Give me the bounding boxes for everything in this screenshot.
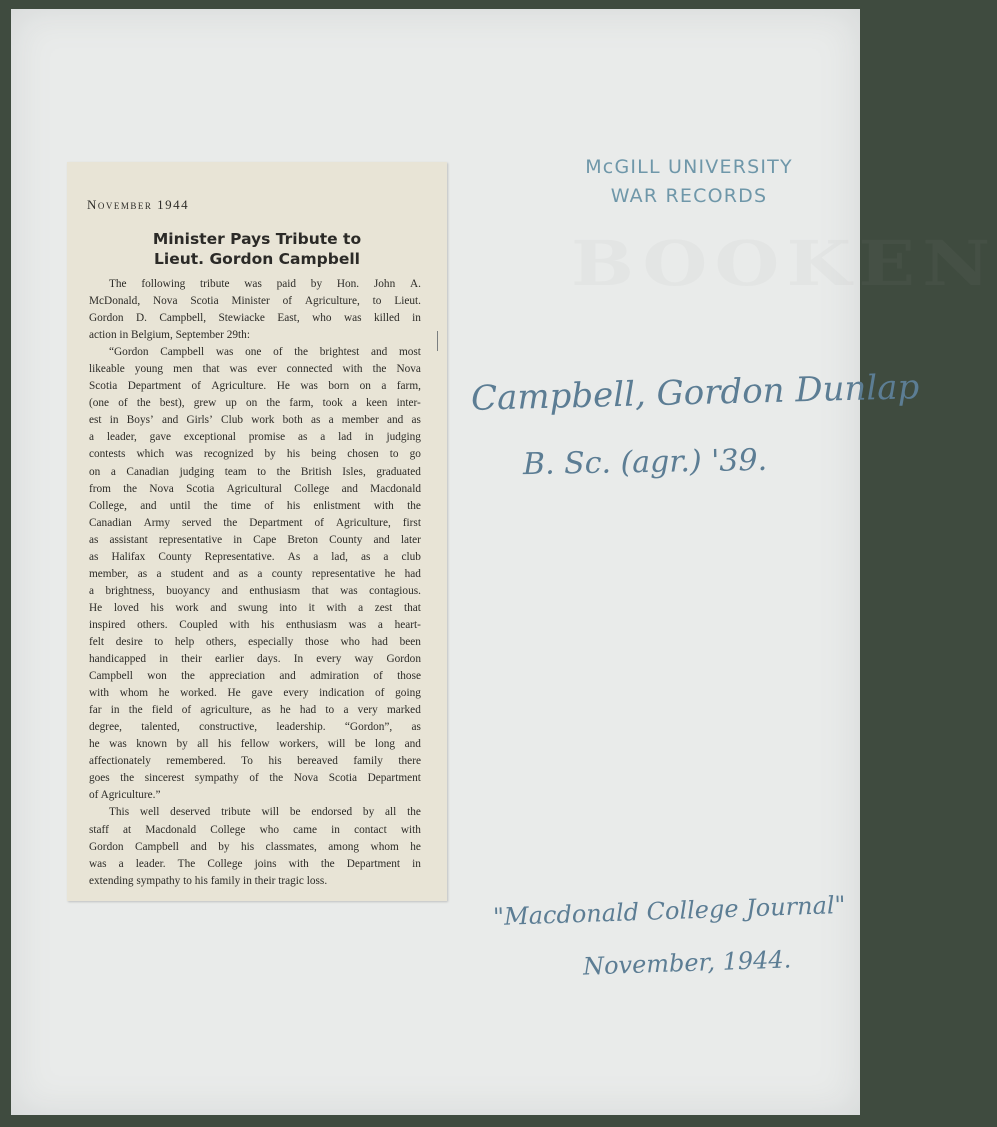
archive-stamp [559,153,819,211]
handwritten-degree: B. Sc. (agr.) '39. [522,442,768,483]
clipping-line: affectionately remembered. To his bereaved family there [89,755,421,768]
clipping-line: with whom he worked. He gave every indication of going [89,687,421,700]
clipping-line: of Agriculture.” [89,789,161,802]
clipping-line: This well deserved tribute will be endorsed by all the [109,806,421,819]
clipping-line: McDonald, Nova Scotia Minister of Agriculture, to Lieut. [89,295,421,308]
clipping-line: likeable young men that was ever connected with the Nova [89,363,421,376]
clipping-line: was a leader. The College joins with the Department in [89,857,421,870]
clipping-line: from the Nova Scotia Agricultural College and Macdonald [89,482,421,495]
clipping-line: Canadian Army served the Department of Agriculture, first [89,516,421,529]
clipping-line: goes the sincerest sympathy of the Nova Scotia Department [89,772,421,785]
clipping-line: degree, talented, constructive, leadership. “Gordon”, as [89,721,421,734]
clipping-date: November 1944 [87,197,190,212]
show-through-text: BOOKEN [571,227,997,300]
stamp-line-2: WAR RECORDS [610,185,768,207]
clipping-title-line-1: Minister Pays Tribute to [152,230,362,248]
stamp-line-1: McGILL UNIVERSITY [585,156,793,178]
clipping-line: contests which was recognized by his being chosen to go [89,448,421,461]
clipping-line: he was known by all his fellow workers, will be long and [89,738,421,751]
archive-sheet [11,9,997,1115]
clipping-line: as assistant representative in Cape Breton County and later [89,533,421,546]
handwritten-date: November, 1944. [582,945,792,981]
clipping-line: Campbell won the appreciation and admiration of those [89,670,421,683]
clipping-line: The following tribute was paid by Hon. John A. [109,278,421,290]
pencil-mark [437,331,438,351]
clipping-line: Gordon Campbell and by his classmates, among whom he [89,840,421,853]
clipping-line: He loved his work and swung into it with a zest that [89,601,421,614]
clipping-line: a leader, gave exceptional promise as a lad in judging [89,431,421,444]
clipping-line: on a Canadian judging team to the British Isles, graduated [89,465,421,478]
clipping-line: “Gordon Campbell was one of the brightest and most [109,346,421,359]
clipping-line: far in the field of agriculture, as he had to a very marked [89,704,421,717]
clipping-title [67,230,447,269]
clipping-body [89,276,421,890]
clipping-line: Gordon D. Campbell, Stewiacke East, who was killed in [89,312,421,325]
clipping-title-line-2: Lieut. Gordon Campbell [154,249,360,268]
clipping-line: staff at Macdonald College who came in contact with [89,823,421,836]
clipping-line: Scotia Department of Agriculture. He was born on a farm, [89,380,421,393]
clipping-line: College, and until the time of his enlistment with the [89,499,421,512]
clipping-line: extending sympathy to his family in their tragic loss. [89,874,328,887]
newspaper-clipping [67,162,447,901]
clipping-line: inspired others. Coupled with his enthusiasm was a heart- [89,618,421,631]
clipping-line: est in Boys’ and Girls’ Club work both as a member and as [89,414,421,427]
handwritten-name: Campbell, Gordon Dunlap [470,367,920,419]
clipping-line: action in Belgium, September 29th: [89,329,250,342]
clipping-line: (one of the best), grew up on the farm, took a keen inter- [89,397,421,410]
clipping-line: member, as a student and as a county representative he had [89,567,421,580]
clipping-line: handicapped in their earlier days. In every way Gordon [89,653,421,666]
handwritten-journal: "Macdonald College Journal" [492,890,847,932]
clipping-line: felt desire to help others, especially those who had been [89,635,421,648]
clipping-line: as Halifax County Representative. As a lad, as a club [89,550,421,563]
clipping-line: a brightness, buoyancy and enthusiasm that was contagious. [89,584,421,597]
